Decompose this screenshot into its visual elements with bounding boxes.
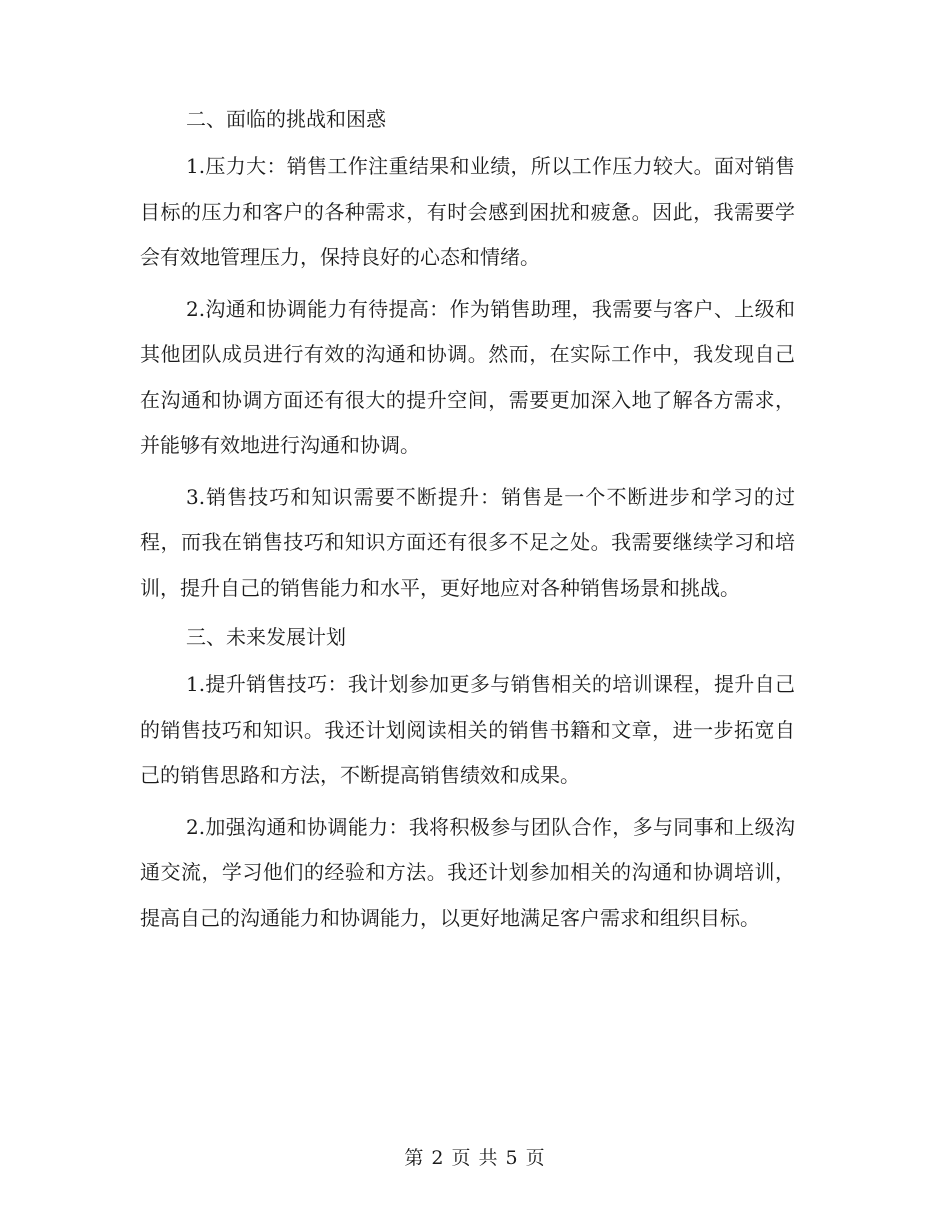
paragraph-plan-2: 2.加强沟通和协调能力：我将积极参与团队合作，多与同事和上级沟通交流，学习他们的经验和方法。我还计划参加相关的沟通和协调培训，提高自己的沟通能力和协调能力，以更好地满足客户需求和组织目标。	[140, 814, 795, 930]
section-heading-future-plans: 三、未来发展计划	[186, 625, 346, 649]
paragraph-challenge-3: 3.销售技巧和知识需要不断提升：销售是一个不断进步和学习的过程，而我在销售技巧和知识方面还有很多不足之处。我需要继续学习和培训，提升自己的销售能力和水平，更好地应对各种销售场景和挑战。	[140, 484, 795, 600]
page-number-footer: 第 2 页 共 5 页	[404, 1147, 546, 1169]
document-body	[140, 99, 795, 947]
paragraph-plan-1: 1.提升销售技巧：我计划参加更多与销售相关的培训课程，提升自己的销售技巧和知识。我还计划阅读相关的销售书籍和文章，进一步拓宽自己的销售思路和方法，不断提高销售绩效和成果。	[140, 672, 795, 787]
section-heading-challenges: 二、面临的挑战和困惑	[186, 107, 386, 131]
paragraph-challenge-2: 2.沟通和协调能力有待提高：作为销售助理，我需要与客户、上级和其他团队成员进行有效的沟通和协调。然而，在实际工作中，我发现自己在沟通和协调方面还有很大的提升空间，需要更加深入地了解各方需求，并能够有效地进行沟通和协调。	[140, 296, 795, 457]
paragraph-challenge-1: 1.压力大：销售工作注重结果和业绩，所以工作压力较大。面对销售目标的压力和客户的各种需求，有时会感到困扰和疲惫。因此，我需要学会有效地管理压力，保持良好的心态和情绪。	[140, 154, 795, 269]
